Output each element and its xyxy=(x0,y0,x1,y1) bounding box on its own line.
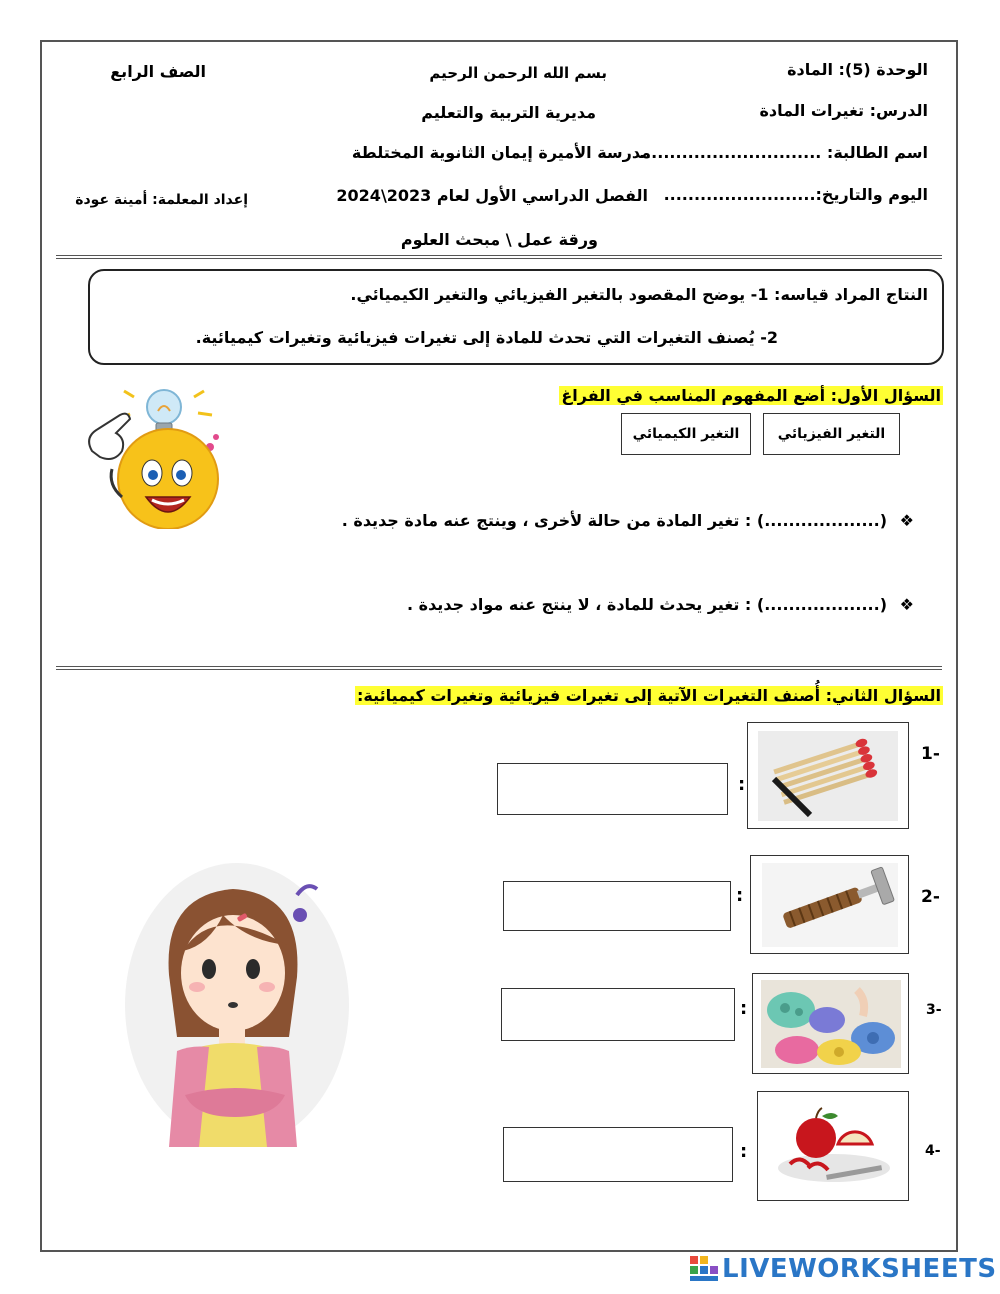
sliced-apple-image xyxy=(768,1098,898,1194)
q1-bullet-2: ❖ xyxy=(899,595,914,614)
question1-title-text: السؤال الأول: أضع المفهوم المناسب في الفراغ xyxy=(561,386,941,405)
question2-title xyxy=(355,686,943,705)
liveworksheets-logo-icon xyxy=(690,1256,718,1282)
q2-item-1-answer-box[interactable] xyxy=(497,763,728,815)
rusty-bolt-image xyxy=(762,863,898,947)
question1-title xyxy=(559,386,943,405)
q2-item-3-number: 3- xyxy=(926,1002,942,1018)
choice-physical[interactable]: التغير الفيزيائي xyxy=(763,413,900,455)
liveworksheets-wordmark: LIVEWORKSHEETS xyxy=(722,1254,997,1284)
q2-item-1-frame xyxy=(747,722,909,829)
q2-item-2-answer-box[interactable] xyxy=(503,881,731,931)
liveworksheets-brand xyxy=(690,1254,997,1284)
grade-label: الصف الرابع xyxy=(110,62,206,81)
student-name-field: اسم الطالبة: .............................. xyxy=(639,143,928,162)
choice-chemical[interactable]: التغير الكيميائي xyxy=(621,413,751,455)
worksheet-title: ورقة عمل \ مبحث العلوم xyxy=(400,230,598,249)
header-divider xyxy=(56,255,942,259)
q2-item-4-frame xyxy=(757,1091,909,1201)
directorate: مديرية التربية والتعليم xyxy=(421,103,596,122)
q2-item-3-frame xyxy=(752,973,909,1074)
unit-label: الوحدة (5): المادة xyxy=(787,60,928,79)
section-divider xyxy=(56,666,942,670)
q2-item-4-number: 4- xyxy=(925,1143,941,1159)
q2-item-1-colon: : xyxy=(738,774,746,795)
smiley-face xyxy=(118,429,218,529)
q2-item-2-colon: : xyxy=(736,885,744,906)
q2-item-3-colon: : xyxy=(740,998,748,1019)
q2-item-1-number: 1- xyxy=(921,744,940,764)
thinking-girl-illustration xyxy=(125,855,365,1155)
lesson-label: الدرس: تغيرات المادة xyxy=(759,101,928,120)
q1-bullet-1: ❖ xyxy=(899,511,914,530)
q2-item-4-colon: : xyxy=(740,1141,748,1162)
q2-item-3-answer-box[interactable] xyxy=(501,988,735,1041)
basmala: بسم الله الرحمن الرحيم xyxy=(429,64,607,82)
question2-title-text: السؤال الثاني: أُصنف التغيرات الآتية إلى تغيرات فيزيائية وتغيرات كيميائية: xyxy=(357,686,941,705)
teacher-label: إعداد المعلمة: أمينة عودة xyxy=(75,192,248,208)
outcome-line-1: النتاج المراد قياسه: 1- يوضح المقصود بالتغير الفيزيائي والتغير الكيميائي. xyxy=(350,285,928,304)
semester: الفصل الدراسي الأول لعام 2023\2024 xyxy=(336,186,648,205)
outcomes-box xyxy=(88,269,944,365)
q1-item-2: (...................) : تغير يحدث للمادة ، لا ينتج عنه مواد جديدة . xyxy=(406,595,887,614)
smiley-lightbulb-illustration xyxy=(82,387,227,529)
q2-item-2-frame xyxy=(750,855,909,954)
q1-item-1: (...................) : تغير المادة من حالة لأخرى ، وينتج عنه مادة جديدة . xyxy=(341,511,887,530)
q2-item-2-number: 2- xyxy=(921,887,940,907)
day-date-field: اليوم والتاريخ:......................... xyxy=(663,185,928,204)
school-name: مدرسة الأميرة إيمان الثانوية المختلطة xyxy=(351,143,651,162)
play-dough-image xyxy=(761,980,901,1068)
burnt-matches-image xyxy=(758,731,898,821)
q2-item-4-answer-box[interactable] xyxy=(503,1127,733,1182)
outcome-line-2: 2- يُصنف التغيرات التي تحدث للمادة إلى تغيرات فيزيائية وتغيرات كيميائية. xyxy=(195,328,778,347)
